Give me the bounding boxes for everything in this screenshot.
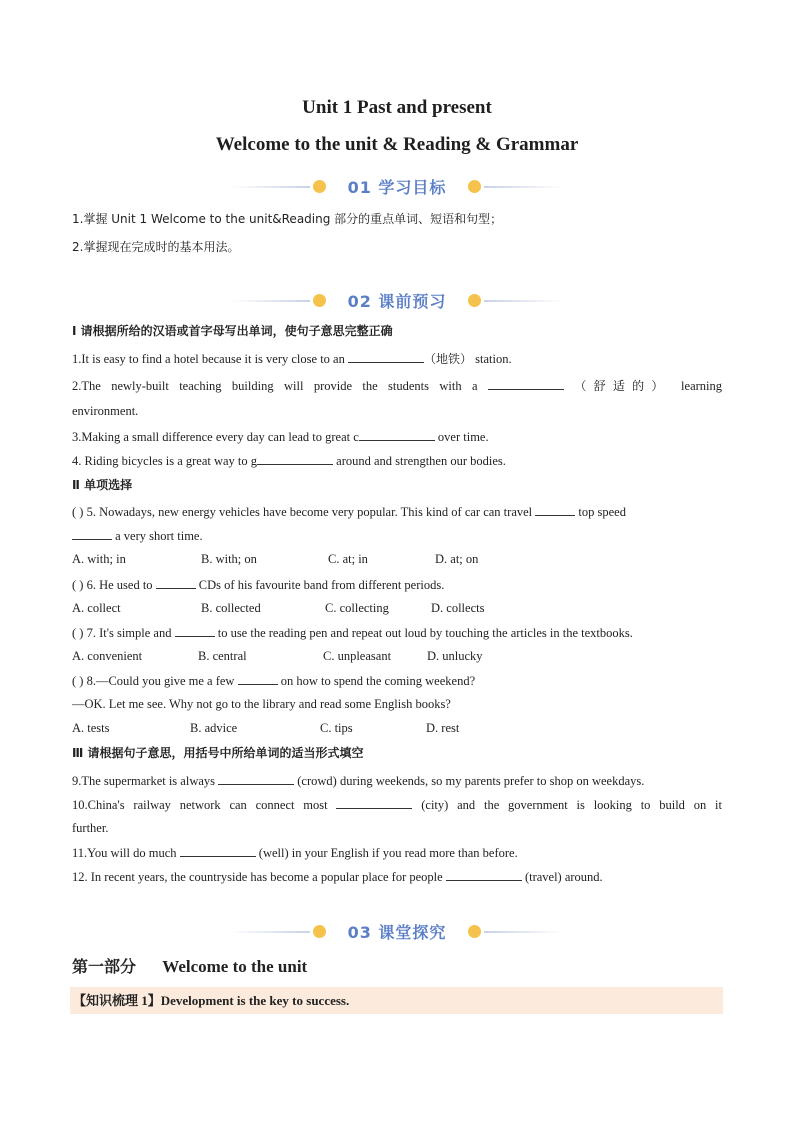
divider-line <box>484 186 564 188</box>
question-8 <box>72 672 722 689</box>
dot-icon <box>468 180 481 193</box>
section-label: 03 课堂探究 <box>347 923 447 942</box>
option-a[interactable]: A. with; in <box>72 552 126 566</box>
question-text: 1.It is easy to find a hotel because it is very close to an <box>72 352 345 366</box>
option-a[interactable]: A. tests <box>72 721 110 735</box>
question-text: (crowd) during weekends, so my parents prefer to shop on weekdays. <box>297 774 645 788</box>
dot-icon <box>468 925 481 938</box>
part-title <box>72 954 307 977</box>
question-text: a very short time. <box>115 529 203 543</box>
question-text: (well) in your English if you read more than before. <box>258 846 518 860</box>
knowledge-box <box>70 987 723 1014</box>
section-label: 02 课前预习 <box>347 292 447 311</box>
answer-blank[interactable] <box>72 527 112 540</box>
answer-blank[interactable] <box>446 868 522 881</box>
question-text: on how to spend the coming weekend? <box>280 674 476 688</box>
option-a[interactable]: A. collect <box>72 601 121 615</box>
objective-line: 2.掌握现在完成时的基本用法。 <box>72 240 240 254</box>
answer-blank[interactable] <box>535 503 575 516</box>
option-c[interactable]: C. collecting <box>325 601 389 615</box>
question-text: CDs of his favourite band from different periods. <box>198 578 445 592</box>
question-text: 2.The newly-built teaching building will provide the students with a <box>72 379 478 393</box>
question-2-cont: environment. <box>72 404 139 418</box>
question-text: ( ) 6. He used to <box>72 578 153 592</box>
hint-text: （舒适的） <box>574 379 671 393</box>
question-11 <box>72 844 722 861</box>
question-1 <box>72 350 722 367</box>
unit-subtitle: Welcome to the unit & Reading & Grammar <box>215 134 579 155</box>
question-7 <box>72 624 722 641</box>
question-5-cont <box>72 527 722 544</box>
option-d[interactable]: D. collects <box>431 601 485 615</box>
answer-blank[interactable] <box>359 428 435 441</box>
question-text: 4. Riding bicycles is a great way to g <box>72 454 258 468</box>
section-label: 01 学习目标 <box>347 178 447 197</box>
answer-blank[interactable] <box>175 624 215 637</box>
option-a[interactable]: A. convenient <box>72 649 143 663</box>
answer-blank[interactable] <box>238 672 278 685</box>
question-text: (city) and the government is looking to build on it <box>421 798 722 812</box>
question-12 <box>72 868 722 885</box>
objective-line: 1.掌握 Unit 1 Welcome to the unit&Reading 部分的重点单词、短语和句型； <box>72 212 503 226</box>
question-2 <box>72 377 722 394</box>
question-4 <box>72 452 722 469</box>
part-number: 第一部分 <box>72 957 137 976</box>
question-text: top speed <box>578 505 626 519</box>
answer-blank[interactable] <box>180 844 256 857</box>
option-b[interactable]: B. central <box>198 649 247 663</box>
section-header-objectives <box>230 177 564 197</box>
divider-line <box>484 300 564 302</box>
option-b[interactable]: B. advice <box>190 721 238 735</box>
question-3 <box>72 428 722 445</box>
question-text: station. <box>475 352 512 366</box>
option-b[interactable]: B. collected <box>201 601 261 615</box>
question-9 <box>72 772 722 789</box>
answer-blank[interactable] <box>257 452 333 465</box>
question-text: to use the reading pen and repeat out loud by touching the articles in the textbooks. <box>217 626 633 640</box>
part-heading: Ⅲ 请根据句子意思，用括号中所给单词的适当形式填空 <box>72 746 364 760</box>
question-8-reply: —OK. Let me see. Why not go to the library and read some English books? <box>72 697 451 711</box>
question-text: 9.The supermarket is always <box>72 774 216 788</box>
option-d[interactable]: D. unlucky <box>427 649 483 663</box>
question-text: 10.China's railway network can connect most <box>72 798 328 812</box>
answer-blank[interactable] <box>218 772 294 785</box>
question-5 <box>72 503 722 520</box>
question-text: learning <box>681 379 723 393</box>
answer-blank[interactable] <box>348 350 424 363</box>
option-d[interactable]: D. at; on <box>435 552 479 566</box>
dot-icon <box>468 294 481 307</box>
option-c[interactable]: C. tips <box>320 721 353 735</box>
question-text: 3.Making a small difference every day can lead to great c <box>72 430 359 444</box>
answer-blank[interactable] <box>488 377 564 390</box>
question-6 <box>72 576 722 593</box>
question-text: ( ) 8.—Could you give me a few <box>72 674 235 688</box>
question-text: around and strengthen our bodies. <box>336 454 506 468</box>
part-heading: Ⅱ 单项选择 <box>72 478 133 492</box>
question-10-cont: further. <box>72 821 109 835</box>
answer-blank[interactable] <box>336 796 412 809</box>
section-header-preview <box>230 291 564 311</box>
option-c[interactable]: C. at; in <box>328 552 368 566</box>
question-text: over time. <box>437 430 489 444</box>
question-10 <box>72 796 722 813</box>
section-header-explore <box>230 922 564 942</box>
unit-title: Unit 1 Past and present <box>302 97 492 118</box>
part-name: Welcome to the unit <box>162 957 308 976</box>
option-d[interactable]: D. rest <box>426 721 460 735</box>
question-text: (travel) around. <box>524 870 603 884</box>
question-text: ( ) 7. It's simple and <box>72 626 172 640</box>
part-heading: Ⅰ 请根据所给的汉语或首字母写出单词，使句子意思完整正确 <box>72 324 393 338</box>
option-c[interactable]: C. unpleasant <box>323 649 392 663</box>
hint-text: （地铁） <box>423 352 472 366</box>
question-text: 12. In recent years, the countryside has become a popular place for people <box>72 870 443 884</box>
answer-blank[interactable] <box>156 576 196 589</box>
knowledge-title: 【知识梳理 1】Development is the key to success. <box>73 993 350 1008</box>
question-text: 11.You will do much <box>72 846 177 860</box>
question-text: ( ) 5. Nowadays, new energy vehicles have become very popular. This kind of car can travel <box>72 505 533 519</box>
option-b[interactable]: B. with; on <box>201 552 257 566</box>
divider-line <box>484 931 564 933</box>
